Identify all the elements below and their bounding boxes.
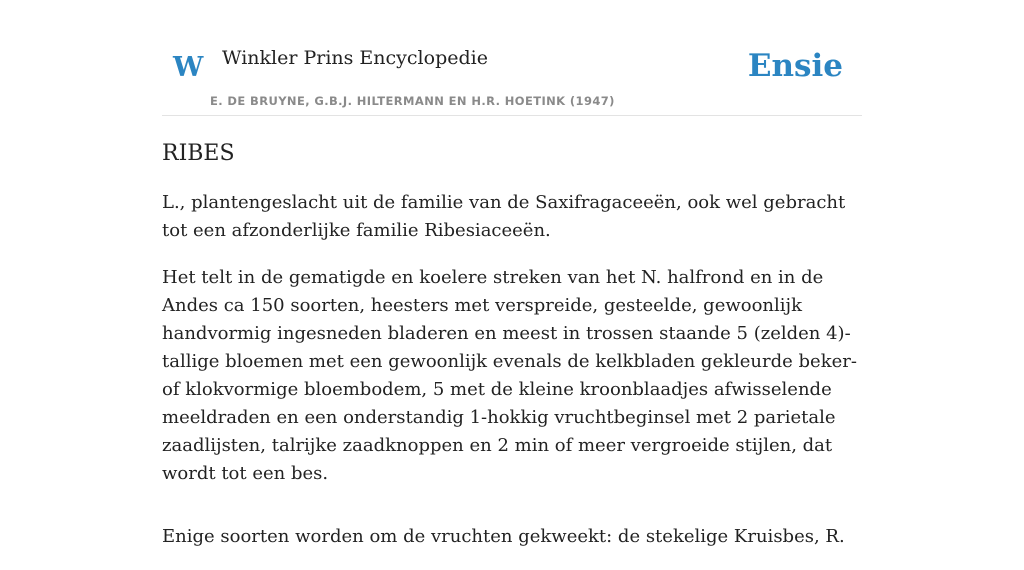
article-paragraph-2: Het telt in de gematigde en koelere streken van het N. halfrond en in de Andes ca 150 soorten, heesters met verspreide, gesteelde, gewoonlijk handvormig ingesneden bladeren en meest in trossen staande 5 (zelden 4)-tallige bloemen met een gewoonlijk evenals de kelkbladen gekleurde beker- of klokvormige bloembodem, 5 met de kleine kroonblaadjes afwisselende meeldraden en een onderstandig 1-hokkig vruchtbeginsel met 2 parietale zaadlijsten, talrijke zaadknoppen en 2 min of meer vergroeide stijlen, dat wordt tot een bes.	[162, 266, 857, 484]
ensie-logo-link[interactable]: Ensie	[747, 48, 843, 84]
article-paragraph-1: L., plantengeslacht uit de familie van de Saxifragaceeën, ook wel gebracht tot een afzonderlijke familie Ribesiaceeën.	[162, 191, 846, 241]
article-title: RIBES	[162, 141, 235, 166]
source-title-link[interactable]: Winkler Prins Encyclopedie	[222, 47, 488, 69]
source-authors: E. DE BRUYNE, G.B.J. HILTERMANN EN H.R. HOETINK (1947)	[210, 94, 615, 108]
winkler-prins-logo-icon[interactable]: W	[173, 52, 204, 83]
article-paragraph-3: Enige soorten worden om de vruchten gekweekt: de stekelige Kruisbes, R.	[162, 525, 845, 547]
source-header	[162, 40, 862, 116]
article-content	[162, 140, 862, 570]
